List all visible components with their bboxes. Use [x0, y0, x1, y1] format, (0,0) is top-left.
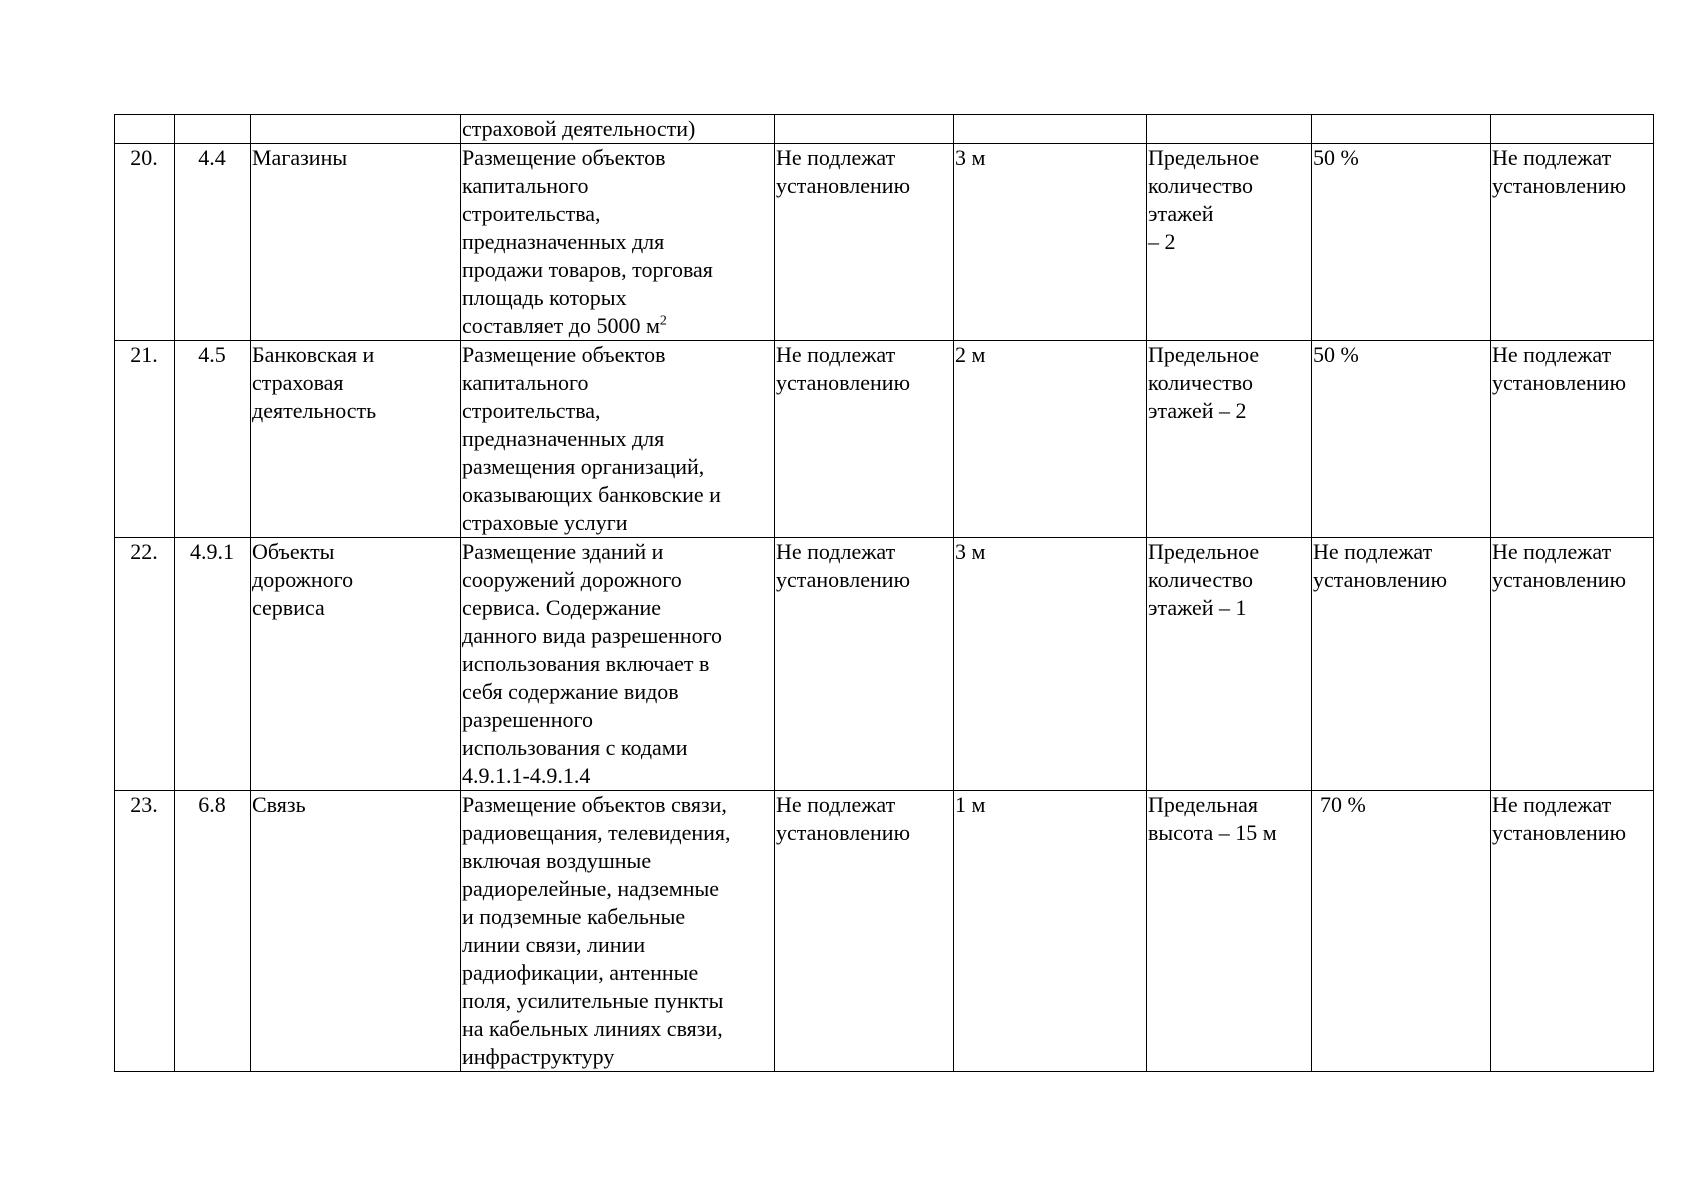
superscript: 2	[659, 313, 667, 329]
table-row	[115, 791, 1654, 1072]
cell-code: 4.5	[175, 341, 251, 538]
cell-param2: 2 м	[954, 341, 1147, 538]
cell-name: Связь	[251, 791, 461, 1072]
cell-param4: 50 %	[1312, 144, 1491, 341]
cell-param2: 3 м	[954, 538, 1147, 791]
description-text: Размещение объектов капитального строительства, предназначенных для продажи товаров, торговая площадь которых составляет до 5000 м	[462, 145, 713, 338]
continuation-row	[115, 115, 1654, 144]
cell-param5: Не подлежат установлению	[1491, 144, 1654, 341]
cell-param2	[954, 115, 1147, 144]
cell-num: 21.	[115, 341, 175, 538]
cell-num: 20.	[115, 144, 175, 341]
cell-name: Магазины	[251, 144, 461, 341]
cell-param5: Не подлежат установлению	[1491, 791, 1654, 1072]
cell-param2: 3 м	[954, 144, 1147, 341]
cell-param3: Предельное количество этажей – 2	[1147, 144, 1312, 341]
cell-param3: Предельное количество этажей – 1	[1147, 538, 1312, 791]
cell-description: Размещение зданий и сооружений дорожного сервиса. Содержание данного вида разрешенного использования включает в себя содержание видов разрешенного использования с кодами 4.9.1.1-4.9.1.4	[461, 538, 775, 791]
table-row	[115, 538, 1654, 791]
cell-description	[461, 144, 775, 341]
cell-description: Размещение объектов связи, радиовещания, телевидения, включая воздушные радиорелейные, надземные и подземные кабельные линии связи, линии радиофикации, антенные поля, усилительные пункты на кабельных линиях связи, инфраструктуру	[461, 791, 775, 1072]
cell-param3: Предельная высота – 15 м	[1147, 791, 1312, 1072]
cell-param4: 50 %	[1312, 341, 1491, 538]
cell-param1	[775, 115, 954, 144]
cell-code: 4.9.1	[175, 538, 251, 791]
cell-param3: Предельное количество этажей – 2	[1147, 341, 1312, 538]
cell-param4	[1312, 115, 1491, 144]
cell-num: 22.	[115, 538, 175, 791]
cell-param3	[1147, 115, 1312, 144]
cell-num: 23.	[115, 791, 175, 1072]
cell-description: Размещение объектов капитального строительства, предназначенных для размещения организаций, оказывающих банковские и страховые услуги	[461, 341, 775, 538]
cell-code: 4.4	[175, 144, 251, 341]
cell-param5	[1491, 115, 1654, 144]
cell-param1: Не подлежат установлению	[775, 341, 954, 538]
cell-code	[175, 115, 251, 144]
cell-param1: Не подлежат установлению	[775, 538, 954, 791]
cell-param5: Не подлежат установлению	[1491, 538, 1654, 791]
cell-param4: 70 %	[1312, 791, 1491, 1072]
cell-code: 6.8	[175, 791, 251, 1072]
cell-description: страховой деятельности)	[461, 115, 775, 144]
land-use-table	[114, 114, 1654, 1072]
cell-num	[115, 115, 175, 144]
cell-param1: Не подлежат установлению	[775, 791, 954, 1072]
cell-param5: Не подлежат установлению	[1491, 341, 1654, 538]
cell-param4: Не подлежат установлению	[1312, 538, 1491, 791]
table-row	[115, 144, 1654, 341]
table-row	[115, 341, 1654, 538]
cell-name: Объекты дорожного сервиса	[251, 538, 461, 791]
cell-param1: Не подлежат установлению	[775, 144, 954, 341]
cell-param2: 1 м	[954, 791, 1147, 1072]
cell-name	[251, 115, 461, 144]
cell-name: Банковская и страховая деятельность	[251, 341, 461, 538]
